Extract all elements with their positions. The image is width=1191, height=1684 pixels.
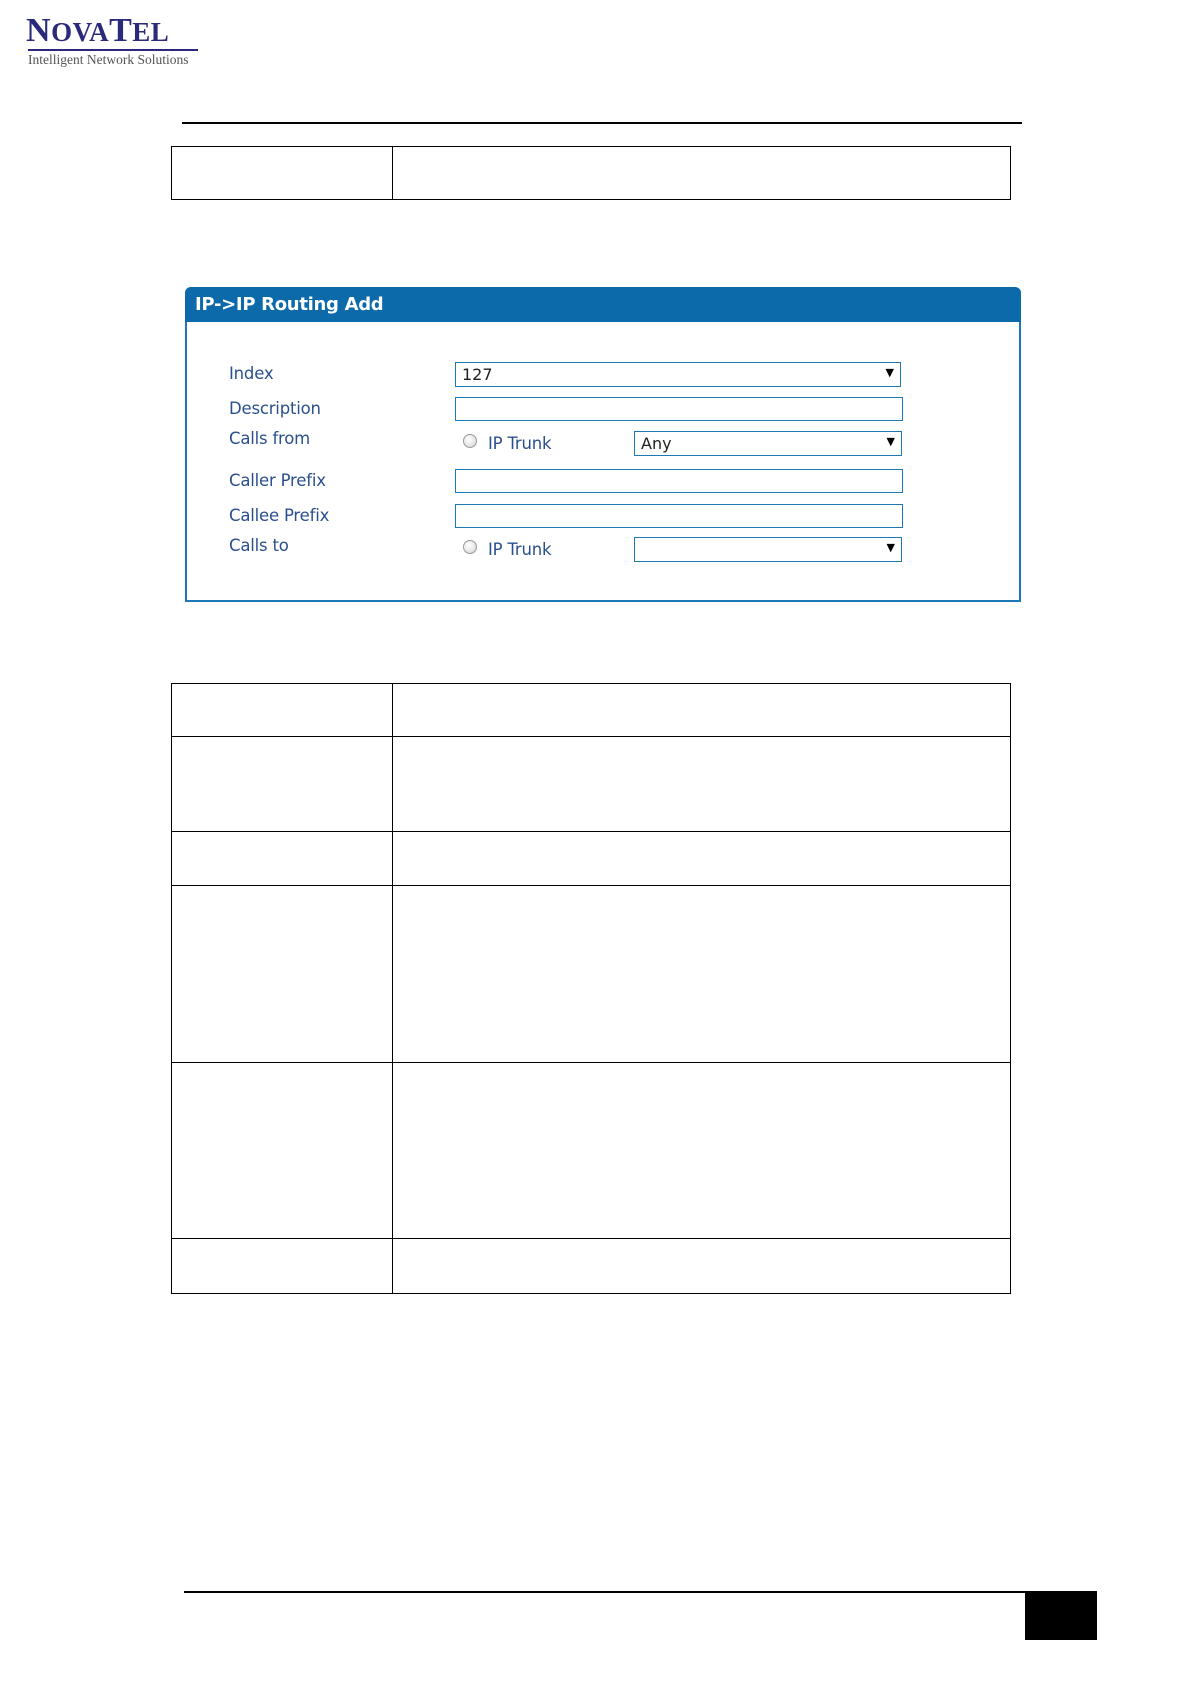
top-table bbox=[171, 146, 1011, 200]
table-cell bbox=[172, 737, 393, 832]
header-rule bbox=[182, 122, 1022, 124]
dropdown-arrow-icon: ▼ bbox=[886, 541, 895, 554]
panel-title: IP->IP Routing Add bbox=[195, 294, 384, 315]
table-row bbox=[172, 1239, 1011, 1294]
calls-from-ip-trunk-radio[interactable] bbox=[463, 434, 477, 448]
footer-rule bbox=[184, 1591, 1026, 1593]
calls-from-select-value: Any bbox=[641, 434, 672, 453]
company-logo bbox=[26, 14, 206, 70]
page-number-box bbox=[1025, 1591, 1097, 1640]
index-select-value: 127 bbox=[462, 365, 493, 384]
table-cell bbox=[172, 1239, 393, 1294]
table-cell bbox=[393, 147, 1011, 200]
logo-wordmark: NOVATEL bbox=[26, 12, 170, 49]
table-row bbox=[172, 1063, 1011, 1239]
table-cell bbox=[393, 886, 1011, 1063]
table-cell bbox=[393, 1239, 1011, 1294]
table-row bbox=[172, 737, 1011, 832]
calls-to-ip-trunk-radio[interactable] bbox=[463, 540, 477, 554]
panel-header bbox=[185, 287, 1021, 322]
table-cell bbox=[172, 886, 393, 1063]
ip-routing-add-panel bbox=[185, 287, 1021, 602]
table-cell bbox=[172, 1063, 393, 1239]
table-row bbox=[172, 886, 1011, 1063]
calls-to-trunk-select[interactable] bbox=[634, 537, 902, 562]
dropdown-arrow-icon: ▼ bbox=[885, 366, 894, 379]
index-select[interactable] bbox=[455, 362, 901, 387]
table-cell bbox=[393, 684, 1011, 737]
dropdown-arrow-icon: ▼ bbox=[886, 435, 895, 448]
calls-to-radio-label: IP Trunk bbox=[488, 540, 552, 559]
table-row bbox=[172, 684, 1011, 737]
table-cell bbox=[172, 832, 393, 886]
table-cell bbox=[393, 1063, 1011, 1239]
logo-underline bbox=[28, 49, 198, 51]
calls-to-label: Calls to bbox=[229, 536, 289, 555]
description-input[interactable] bbox=[455, 397, 903, 421]
caller-prefix-label: Caller Prefix bbox=[229, 471, 326, 490]
table-row bbox=[172, 147, 1011, 200]
table-cell bbox=[172, 147, 393, 200]
logo-tagline: Intelligent Network Solutions bbox=[28, 52, 189, 67]
parameter-table bbox=[171, 683, 1011, 1294]
calls-from-trunk-select[interactable] bbox=[634, 431, 902, 456]
table-row bbox=[172, 832, 1011, 886]
caller-prefix-input[interactable] bbox=[455, 469, 903, 493]
table-cell bbox=[393, 832, 1011, 886]
table-cell bbox=[393, 737, 1011, 832]
table-cell bbox=[172, 684, 393, 737]
calls-from-radio-label: IP Trunk bbox=[488, 434, 552, 453]
calls-from-label: Calls from bbox=[229, 429, 311, 448]
callee-prefix-label: Callee Prefix bbox=[229, 506, 330, 525]
index-label: Index bbox=[229, 364, 274, 383]
description-label: Description bbox=[229, 399, 321, 418]
callee-prefix-input[interactable] bbox=[455, 504, 903, 528]
